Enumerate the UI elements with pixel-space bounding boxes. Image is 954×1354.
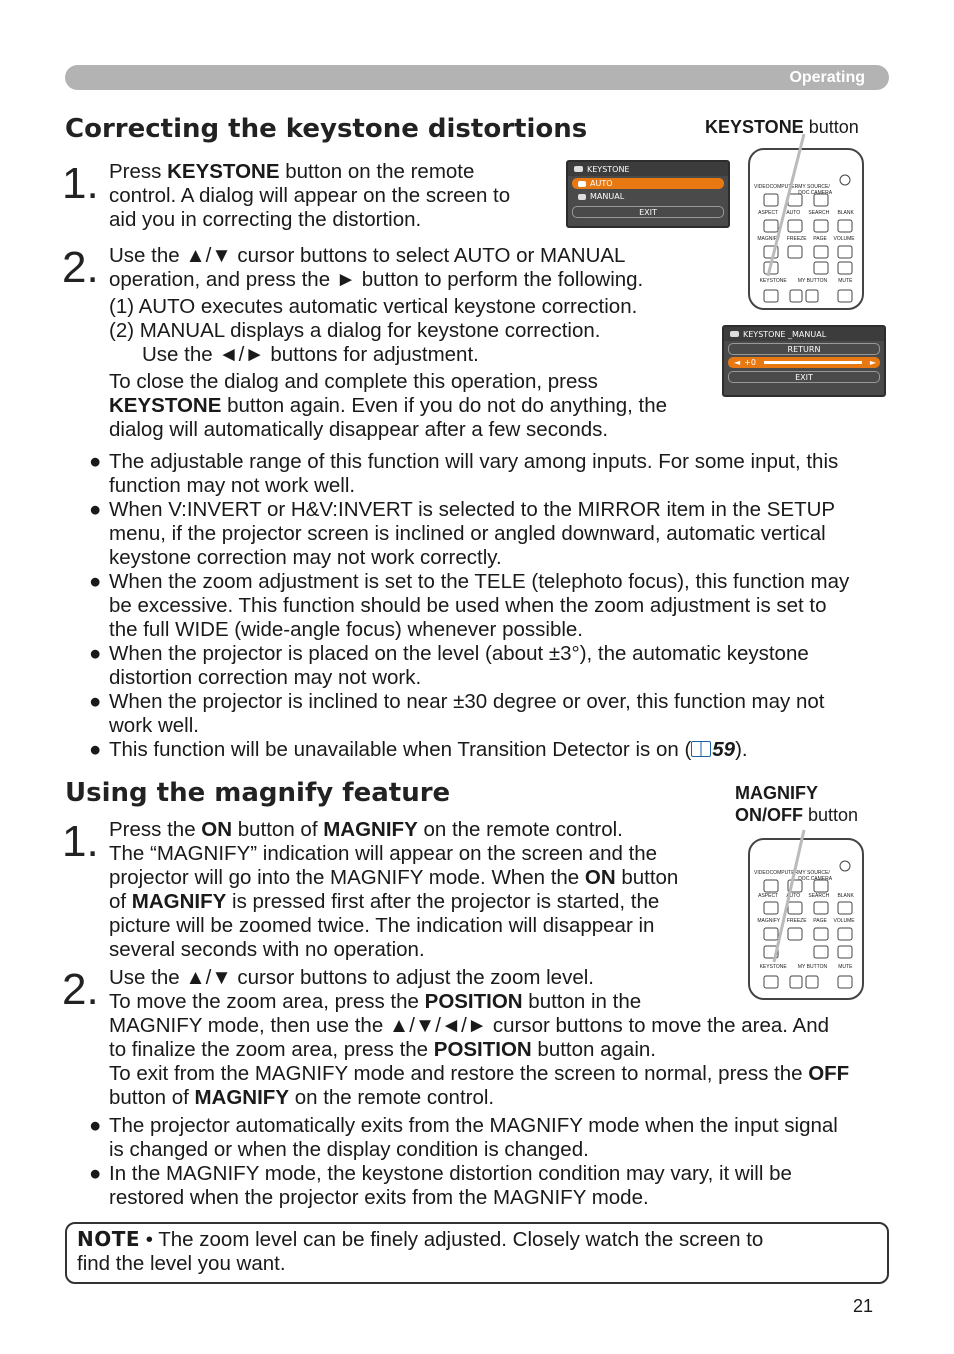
keystone-note-6: ● This function will be unavailable when Transition Detector is on ( 59).: [89, 738, 748, 761]
magnify-notes-list: [89, 1114, 899, 1210]
keystone-section-title: Correcting the keystone distortions: [65, 114, 588, 144]
osd-title: KEYSTONE: [587, 164, 630, 174]
magnify-section-title: Using the magnify feature: [65, 778, 451, 808]
osd-keystone-value: +0: [744, 358, 756, 367]
keystone-step2-number: 2.: [62, 243, 99, 292]
magnify-note-1: ● The projector automatically exits from the MAGNIFY mode when the input signal is changed or when the display condition is changed.: [89, 1114, 838, 1161]
remote2-row1-labels: VIDEO COMPUTER MY SOURCE/ DOC.CAMERA: [754, 870, 833, 882]
remote2-row3-labels: MAGNIFY FREEZE PAGE VOLUME: [757, 918, 855, 924]
keystone-notes-list: [89, 450, 899, 762]
magnify-step2-text: Use the ▲/▼ cursor buttons to adjust the zoom level. To move the zoom area, press the POSITION button in the MAGNIFY mode, then use the ▲/▼/◄/► cursor buttons to move the area. And to finalize the zoom area, press the POSITION button again. To exit from the MAGNIFY mode and restore the screen to normal, press the OFF button of MAGNIFY on the remote control.: [109, 966, 850, 1109]
magnify-step2-number: 2.: [62, 965, 99, 1014]
note-box: [65, 1222, 889, 1284]
magnify-callout-line: [760, 826, 820, 966]
remote-row2-labels: ASPECT AUTO SEARCH BLANK: [758, 210, 854, 216]
keystone-manual-osd-dialog: [722, 325, 886, 397]
keystone-osd-dialog: [566, 160, 730, 228]
remote-row4-labels: KEYSTONE MY BUTTON MUTE: [759, 278, 853, 284]
osd-manual-title: KEYSTONE _MANUAL: [743, 329, 827, 339]
keystone-step2-text: Use the ▲/▼ cursor buttons to select AUTO or MANUAL operation, and press the ► button to perform the following. (1) AUTO executes automatic vertical keystone correction. (2) MANUAL displays a dialog for keystone correction. Use the ◄/► buttons for adjustment. To close the dialog and complete this operation, press KEYSTONE button again. Even if you do not do anything, the dialog will automatically disappear after a few seconds.: [109, 244, 668, 441]
page-ref-link[interactable]: 59: [712, 738, 736, 761]
keystone-step1-number: 1.: [62, 159, 99, 208]
remote2-row4-labels: KEYSTONE MY BUTTON MUTE: [759, 964, 853, 970]
keystone-step1-text: Press KEYSTONE button on the remote control. A dialog will appear on the screen to aid you in correcting the distortion.: [109, 160, 511, 231]
keystone-note-4: ● When the projector is placed on the level (about ±3°), the automatic keystone distortion correction may not work.: [89, 642, 809, 689]
osd-keystone-slider[interactable]: ◄ +0 ►: [728, 357, 880, 368]
section-header-bar: [65, 65, 889, 90]
osd-exit-button[interactable]: EXIT: [572, 206, 724, 218]
keystone-callout-line: [760, 130, 820, 280]
keystone-button-callout: KEYSTONE button: [705, 117, 859, 137]
magnify-note-2: ● In the MAGNIFY mode, the keystone distortion condition may vary, it will be restored when the projector exits from the MAGNIFY mode.: [89, 1162, 792, 1209]
remote-row3-labels: MAGNIFY FREEZE PAGE VOLUME: [757, 236, 855, 242]
keystone-note-1: ● The adjustable range of this function will vary among inputs. For some input, this function may not work well.: [89, 450, 839, 497]
osd-return-button[interactable]: RETURN: [728, 343, 880, 355]
keystone-note-2: ● When V:INVERT or H&V:INVERT is selected to the MIRROR item in the SETUP menu, if the projector screen is inclined or angled downward, automatic vertical keystone correction may not work correctly.: [89, 498, 836, 569]
keystone-note-5: ● When the projector is inclined to near ±30 degree or over, this function may not work well.: [89, 690, 825, 737]
page-number: 21: [853, 1296, 874, 1316]
osd-item-auto[interactable]: AUTO: [572, 178, 724, 189]
book-ref-icon: [691, 741, 711, 757]
remote2-row2-labels: ASPECT AUTO SEARCH BLANK: [758, 893, 854, 899]
keystone-note-3: ● When the zoom adjustment is set to the TELE (telephoto focus), this function may be excessive. This function should be used when the zoom adjustment is set to the full WIDE (wide-angle focus) whenever possible.: [89, 570, 850, 641]
remote-row1-labels: VIDEO COMPUTER MY SOURCE/ DOC.CAMERA: [754, 184, 833, 196]
note-label: NOTE: [77, 1227, 141, 1251]
magnify-button-callout: MAGNIFY ON/OFF button: [735, 783, 859, 825]
section-label: Operating: [789, 69, 865, 86]
note-text: NOTE • The zoom level can be finely adjusted. Closely watch the screen to find the level you want.: [77, 1227, 764, 1275]
osd-manual-exit-button[interactable]: EXIT: [728, 371, 880, 383]
magnify-step1-text: Press the ON button of MAGNIFY on the remote control. The “MAGNIFY” indication will appear on the screen and the projector will go into the MAGNIFY mode. When the ON button of MAGNIFY is pressed first after the projector is started, the picture will be zoomed twice. The indication will disappear in several seconds with no operation.: [109, 818, 679, 961]
osd-item-manual[interactable]: MANUAL: [572, 191, 724, 202]
magnify-step1-number: 1.: [62, 817, 99, 866]
